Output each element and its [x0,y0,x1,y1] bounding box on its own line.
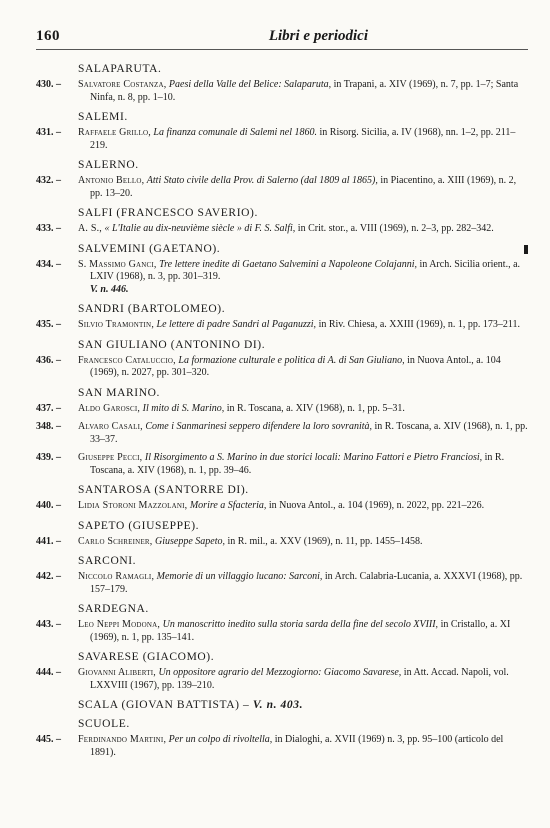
entry-title: Paesi della Valle del Belice: Salaparuta, [168,79,332,90]
entry-author: A. S., [78,223,102,234]
section-heading [78,338,528,353]
entry-citation: in Dialoghi, a. XVII (1969) n. 3, pp. 95–100 (articolo del 1891). [90,734,504,758]
entry-title: Memorie di un villaggio lucano: Sarconi, [156,571,323,582]
entry-text [78,127,528,152]
entry-number: 433. – [36,223,61,234]
entry-text [78,319,528,332]
entry-number: 434. – [36,258,61,270]
entry-author: Ferdinando Martini, [78,734,167,745]
cross-reference: V. n. 403. [252,699,304,711]
section-heading-text: SAN GIULIANO (ANTONINO DI). [78,338,266,351]
section-heading [78,206,528,221]
section-heading [78,554,528,569]
entry-citation: in Arch. Sicilia orient., a. LXIV (1968), n. 3, pp. 301–319. [90,258,521,282]
entry-number: 443. – [36,619,61,630]
bibliography-entry [36,319,528,332]
entry-text [78,175,528,200]
entry-title: La finanza comunale di Salemi nel 1860. [153,127,318,138]
entry-author: Aldo Garosci, [78,402,141,414]
bibliography-entry [36,571,528,596]
bibliography-list [36,62,528,759]
entry-number: 431. – [36,127,61,138]
entry-number: 444. – [36,667,61,678]
entry-text [78,79,528,104]
entry-number: 442. – [36,571,61,582]
entry-author: Francesco Cataluccio, [78,354,176,366]
entry-text [78,571,528,596]
entry-text [78,500,528,513]
entry-title: Come i Sanmarinesi seppero difendere la loro sovranità, [145,421,373,432]
entry-text [78,403,528,416]
bibliography-section [36,242,528,297]
section-heading-text: SARCONI. [78,555,137,567]
bibliography-entry [36,259,528,297]
entry-number: 439. – [36,452,61,463]
entry-title: Morire a Sfacteria, [189,500,267,511]
entry-number: 440. – [36,500,61,511]
section-heading-text: SAN MARINO. [78,386,160,399]
entry-author: Lidia Storoni Mazzolani, [78,500,188,511]
bibliography-section [36,602,528,644]
entry-title: « L'Italie au dix-neuvième siècle » di F. S. Salfi, [104,223,296,234]
bibliography-section [36,338,528,380]
entry-author: Giuseppe Pecci, [78,452,143,463]
entry-number: 436. – [36,354,61,366]
section-heading-text: SALERNO. [78,159,139,171]
entry-author: Raffaele Grillo, [78,127,151,138]
entry-text [78,452,528,477]
entry-citation: in R. Toscana, a. XIV (1968), n. 1, pp. 5–31. [226,402,405,414]
entry-author: S. Massimo Ganci, [78,258,157,270]
section-heading [78,302,528,317]
entry-number: 445. – [36,734,61,745]
section-heading [78,519,528,534]
entry-title: La formazione culturale e politica di A. di San Giuliano, [178,354,405,366]
bibliography-section [36,158,528,200]
entry-citation: in Arch. Calabria-Lucania, a. XXXVI (1968), pp. 157–179. [90,571,523,595]
entry-title: Un manoscritto inedito sulla storia sarda della fine del secolo XVIII, [162,619,439,630]
bibliography-entry [36,355,528,380]
section-heading-text: SAVARESE (GIACOMO). [78,651,215,663]
bibliography-section [36,483,528,513]
bibliography-entry [36,500,528,513]
entry-number: 441. – [36,535,61,547]
entry-text [78,355,528,380]
bibliography-section [36,519,528,549]
section-heading-text: SALVEMINI (GAETANO). [78,242,221,255]
section-heading-text: SALFI (FRANCESCO SAVERIO). [78,207,258,219]
section-heading-text: SAPETO (GIUSEPPE). [78,519,200,532]
entry-number: 437. – [36,402,61,414]
entry-citation: in Cristallo, a. XI (1969), n. 1, pp. 135–141. [90,619,511,643]
entry-citation: in Att. Accad. Napoli, vol. LXXVIII (1967), pp. 139–210. [90,667,509,691]
entry-citation: in Risorg. Sicilia, a. IV (1968), nn. 1–2, pp. 211–219. [90,127,516,151]
entry-number: 348. – [36,421,61,432]
section-heading [78,483,528,498]
entry-title: Per un colpo di rivoltella, [168,734,273,745]
section-heading-text: SALAPARUTA. [78,63,162,75]
bibliography-entry [36,127,528,152]
entry-citation: in Crit. stor., a. VIII (1969), n. 2–3, pp. 282–342. [297,223,494,234]
entry-text [78,421,528,446]
entry-number: 435. – [36,319,61,330]
section-heading [78,602,528,617]
entry-author: Salvatore Costanza, [78,79,167,90]
entry-author: Alvaro Casali, [78,421,143,432]
bibliography-entry [36,536,528,549]
entry-citation: in Nuova Antol., a. 104 (1969), n. 2027, pp. 301–320. [90,354,501,378]
page-number: 160 [36,28,60,44]
bibliography-entry [36,403,528,416]
section-heading-text: SARDEGNA. [78,603,149,615]
entry-title: Giuseppe Sapeto, [155,535,225,547]
entry-number: 430. – [36,79,61,90]
section-heading-text: SCALA (GIOVAN BATTISTA) – [78,699,250,711]
section-heading [78,158,528,173]
bibliography-entry [36,79,528,104]
section-heading [78,242,528,257]
bibliography-section [36,62,528,104]
entry-citation: in Riv. Chiesa, a. XXIII (1969), n. 1, pp. 173–211. [318,319,521,330]
entry-text [78,223,528,236]
bibliography-entry [36,734,528,759]
entry-citation: in Piacentino, a. XIII (1969), n. 2, pp. 13–20. [90,175,517,199]
bibliography-entry [36,175,528,200]
bibliography-entry [36,223,528,236]
section-heading [78,110,528,125]
section-heading-text: SANDRI (BARTOLOMEO). [78,303,226,315]
bibliography-section [36,110,528,152]
entry-text [78,259,528,297]
cross-reference: V. n. 446. [90,283,129,295]
bibliography-section [36,206,528,236]
entry-text [78,536,528,549]
section-heading-text: SANTAROSA (SANTORRE DI). [78,484,249,496]
bibliography-entry [36,421,528,446]
entry-title: Il mito di S. Marino, [142,402,225,414]
entry-number: 432. – [36,175,61,186]
section-heading-text: SCUOLE. [78,718,130,730]
entry-title: Il Risorgimento a S. Marino in due storici locali: Marino Fattori e Pietro Franciosi, [144,452,483,463]
bibliography-section [36,386,528,478]
bibliography-section [36,650,528,692]
running-title: Libri e periodici [268,28,368,44]
section-heading [78,698,528,713]
entry-citation: in R. mil., a. XXV (1969), n. 11, pp. 1455–1458. [227,535,423,547]
entry-title: Le lettere di padre Sandri al Paganuzzi, [156,319,317,330]
entry-text [78,734,528,759]
entry-citation: in Trapani, a. XIV (1969), n. 7, pp. 1–7; Santa Ninfa, n. 8, pp. 1–10. [90,79,519,103]
section-heading [78,650,528,665]
section-heading [78,386,528,401]
entry-title: Tre lettere inedite di Gaetano Salvemini a Napoleone Colajanni, [159,258,417,270]
entry-citation: in R. Toscana, a. XIV (1968), n. 1, pp. 33–37. [90,421,528,445]
entry-author: Niccolo Ramagli, [78,571,155,582]
bibliography-section [36,302,528,332]
bibliography-entry [36,667,528,692]
section-heading [78,717,528,732]
entry-author: Leo Neppi Modona, [78,619,161,630]
bibliography-section [36,717,528,759]
entry-author: Antonio Bello, [78,175,145,186]
page-header [36,28,528,50]
margin-mark [524,245,528,254]
entry-author: Silvio Tramontin, [78,319,155,330]
entry-text [78,619,528,644]
entry-title: Un oppositore agrario del Mezzogiorno: Giacomo Savarese, [158,667,402,678]
section-heading-text: SALEMI. [78,111,128,123]
entry-author: Carlo Schreiner, [78,535,153,547]
entry-text [78,667,528,692]
entry-citation: in R. Toscana, a. XIV (1968), n. 1, pp. 39–46. [90,452,505,476]
entry-author: Giovanni Aliberti, [78,667,156,678]
bibliography-section [36,554,528,596]
entry-citation: in Nuova Antol., a. 104 (1969), n. 2022, pp. 221–226. [268,500,485,511]
bibliography-entry [36,619,528,644]
bibliography-section [36,698,528,713]
section-heading [78,62,528,77]
entry-title: Atti Stato civile della Prov. di Salerno (dal 1809 al 1865), [146,175,378,186]
bibliography-entry [36,452,528,477]
